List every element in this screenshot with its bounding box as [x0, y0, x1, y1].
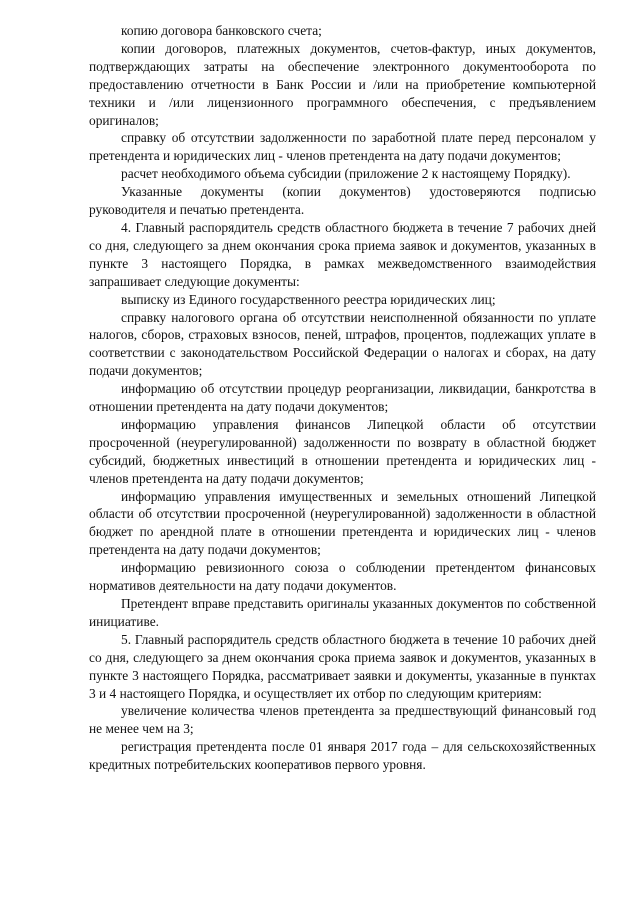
paragraph-own-initiative: Претендент вправе представить оригиналы указанных документов по собственной инициативе. [89, 596, 596, 629]
paragraph-criterion-registration: регистрация претендента после 01 января 2017 года – для сельскохозяйственных кредитных потребительских кооперативов первого уровня. [89, 739, 596, 773]
paragraph-subsidy-calculation: расчет необходимого объема субсидии (приложение 2 к настоящему Порядку). [121, 166, 571, 182]
paragraph-item-5: 5. Главный распорядитель средств областного бюджета в течение 10 рабочих дней со дня, следующего за днем окончания срока приема заявок и документов, указанных в пункте 3 настоящего Порядка, рассматривает заявки и документы, указанные в пунктах 3 и 4 настоящего Порядка, и осуществляет их отбор по следующим критериям: [89, 631, 596, 701]
paragraph-bank-account: копию договора банковского счета; [121, 23, 322, 38]
paragraph-registry-extract: выписку из Единого государственного реестра юридических лиц; [121, 291, 496, 307]
document-page [89, 22, 596, 774]
paragraph-contract-copies: копии договоров, платежных документов, счетов-фактур, иных документов, подтверждающих затраты на обеспечение электронного документооборота по предоставлению отчетности в Банк России и /или на приобретение компьютерной техники и /или лицензионного программного обеспечения, с предъявлением оригиналов; [89, 40, 596, 128]
paragraph-finance-department-info: информацию управления финансов Липецкой области об отсутствии просроченной (неурегулированной) задолженности по возврату в областной бюджет субсидий, бюджетных инвестиций в отношении претендента и юридических лиц - членов претендента на дату подачи документов; [89, 416, 596, 486]
paragraph-item-4: 4. Главный распорядитель средств областного бюджета в течение 7 рабочих дней со дня, следующего за днем окончания срока приема заявок и документов, указанных в пункте 3 настоящего Порядка, в рамках межведомственного взаимодействия запрашивает следующие документы: [89, 219, 596, 289]
paragraph-reorganization-info: информацию об отсутствии процедур реорганизации, ликвидации, банкротства в отношении претендента на дату подачи документов; [89, 381, 596, 415]
paragraph-property-department-info: информацию управления имущественных и земельных отношений Липецкой области об отсутствии просроченной (неурегулированной) задолженности в областной бюджет по арендной плате в отношении претендента и юридических лиц - членов претендента на дату подачи документов; [89, 488, 596, 558]
paragraph-audit-union-info: информацию ревизионного союза о соблюдении претендентом финансовых нормативов деятельности на дату подачи документов. [89, 560, 596, 594]
paragraph-salary-certificate: справку об отсутствии задолженности по заработной плате перед персоналом у претендента и юридических лиц - членов претендента на дату подачи документов; [89, 130, 596, 164]
paragraph-criterion-members: увеличение количества членов претендента за предшествующий финансовый год не менее чем на 3; [89, 703, 596, 737]
paragraph-documents-certification: Указанные документы (копии документов) удостоверяются подписью руководителя и печатью претендента. [89, 184, 596, 218]
paragraph-tax-certificate: справку налогового органа об отсутствии неисполненной обязанности по уплате налогов, сборов, страховых взносов, пеней, штрафов, процентов, подлежащих уплате в соответствии с законодательством Российской Федерации о налогах и сборах, на дату подачи документов; [89, 309, 596, 379]
